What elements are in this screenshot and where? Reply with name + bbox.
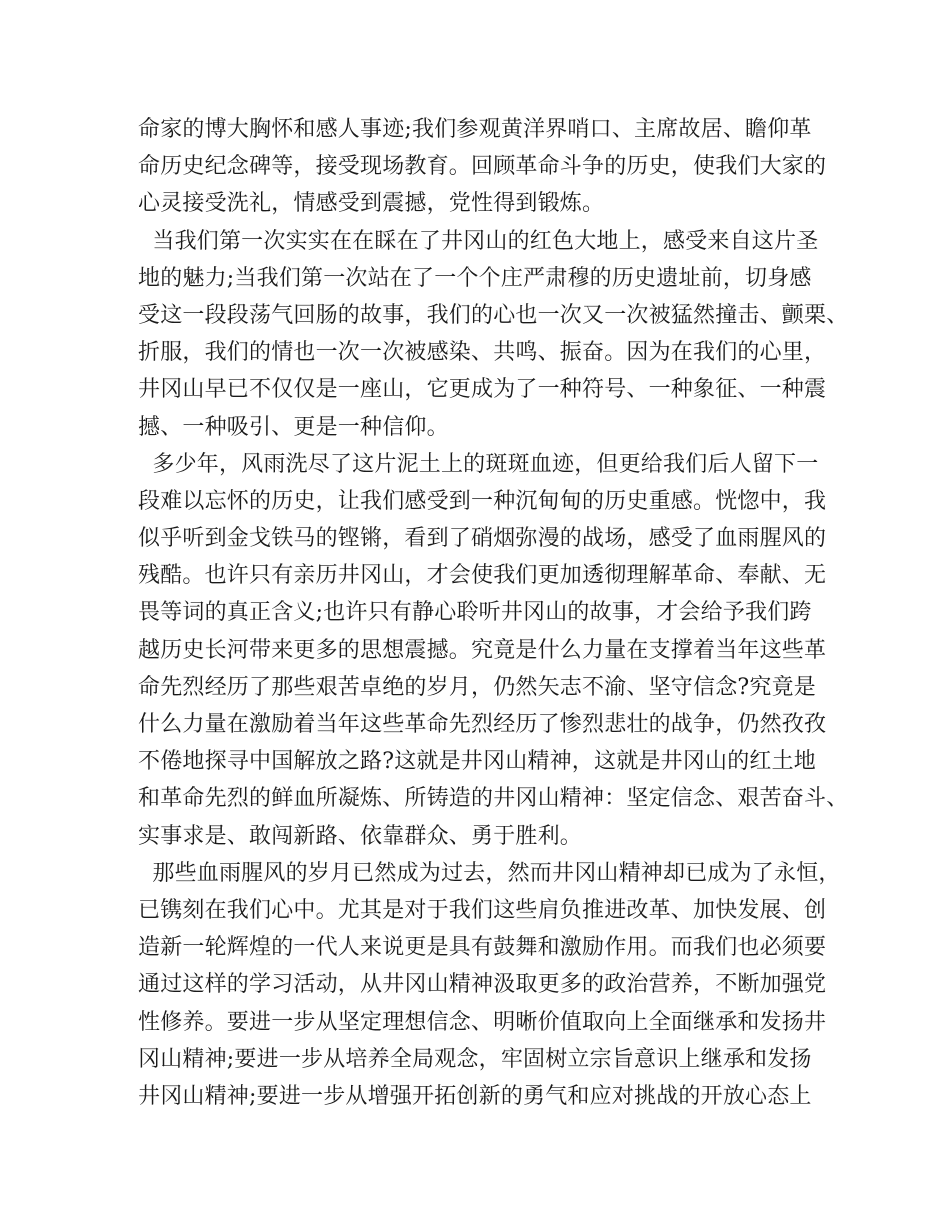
- text-line: 越历史长河带来更多的思想震撼。究竟是什么力量在支撑着当年这些革: [138, 637, 827, 663]
- text-line: 受这一段段荡气回肠的故事，我们的心也一次又一次被猛然撞击、颤栗、: [138, 302, 849, 328]
- text-line: 命历史纪念碑等，接受现场教育。回顾革命斗争的历史，使我们大家的: [138, 154, 827, 180]
- text-line: 不倦地探寻中国解放之路?这就是井冈山精神，这就是井冈山的红土地: [138, 749, 816, 775]
- text-line: 性修养。要进一步从坚定理想信念、明晰价值取向上全面继承和发扬井: [138, 1009, 827, 1035]
- text-line: 当我们第一次实实在在睬在了井冈山的红色大地上，感受来自这片圣: [138, 228, 819, 254]
- text-line: 已镌刻在我们心中。尤其是对于我们这些肩负推进改革、加快发展、创: [138, 897, 827, 923]
- text-line: 和革命先烈的鲜血所凝炼、所铸造的井冈山精神：坚定信念、艰苦奋斗、: [138, 786, 849, 812]
- text-line: 命家的博大胸怀和感人事迹;我们参观黄洋界哨口、主席故居、瞻仰革: [138, 117, 812, 142]
- text-line: 冈山精神;要进一步从培养全局观念，牢固树立宗旨意识上继承和发扬: [138, 1046, 812, 1072]
- text-line: 心灵接受洗礼，情感受到震撼，党性得到锻炼。: [138, 191, 605, 217]
- text-line: 残酷。也许只有亲历井冈山，才会使我们更加透彻理解革命、奉献、无: [138, 563, 827, 589]
- text-line: 什么力量在激励着当年这些革命先烈经历了惨烈悲壮的战争，仍然孜孜: [138, 712, 827, 737]
- text-line: 折服，我们的情也一次一次被感染、共鸣、振奋。因为在我们的心里，: [138, 340, 827, 366]
- text-line: 造新一轮辉煌的一代人来说更是具有鼓舞和激励作用。而我们也必须要: [138, 935, 827, 961]
- text-line: 井冈山早已不仅仅是一座山，它更成为了一种符号、一种象征、一种震: [138, 377, 827, 403]
- text-line: 畏等词的真正含义;也许只有静心聆听井冈山的故事，才会给予我们跨: [138, 600, 812, 626]
- text-line: 实事求是、敢闯新路、依靠群众、勇于胜利。: [138, 823, 583, 849]
- document-body: [138, 111, 849, 1115]
- text-line: 撼、一种吸引、更是一种信仰。: [138, 414, 449, 440]
- text-line: 地的魅力;当我们第一次站在了一个个庄严肃穆的历史遗址前，切身感: [138, 265, 812, 291]
- text-line: 命先烈经历了那些艰苦卓绝的岁月，仍然矢志不渝、坚守信念?究竟是: [138, 674, 816, 700]
- text-line: 通过这样的学习活动，从井冈山精神汲取更多的政治营养，不断加强党: [138, 972, 827, 998]
- text-line: 似乎听到金戈铁马的铿锵，看到了硝烟弥漫的战场，感受了血雨腥风的: [138, 526, 827, 552]
- text-line: 段难以忘怀的历史，让我们感受到一种沉甸甸的历史重感。恍惚中，我: [138, 488, 827, 514]
- text-line: 井冈山精神;要进一步从增强开拓创新的勇气和应对挑战的开放心态上: [138, 1083, 812, 1109]
- text-line: 多少年，风雨洗尽了这片泥土上的斑斑血迹，但更给我们后人留下一: [138, 451, 819, 477]
- text-line: 那些血雨腥风的岁月已然成为过去，然而井冈山精神却已成为了永恒，: [138, 860, 841, 886]
